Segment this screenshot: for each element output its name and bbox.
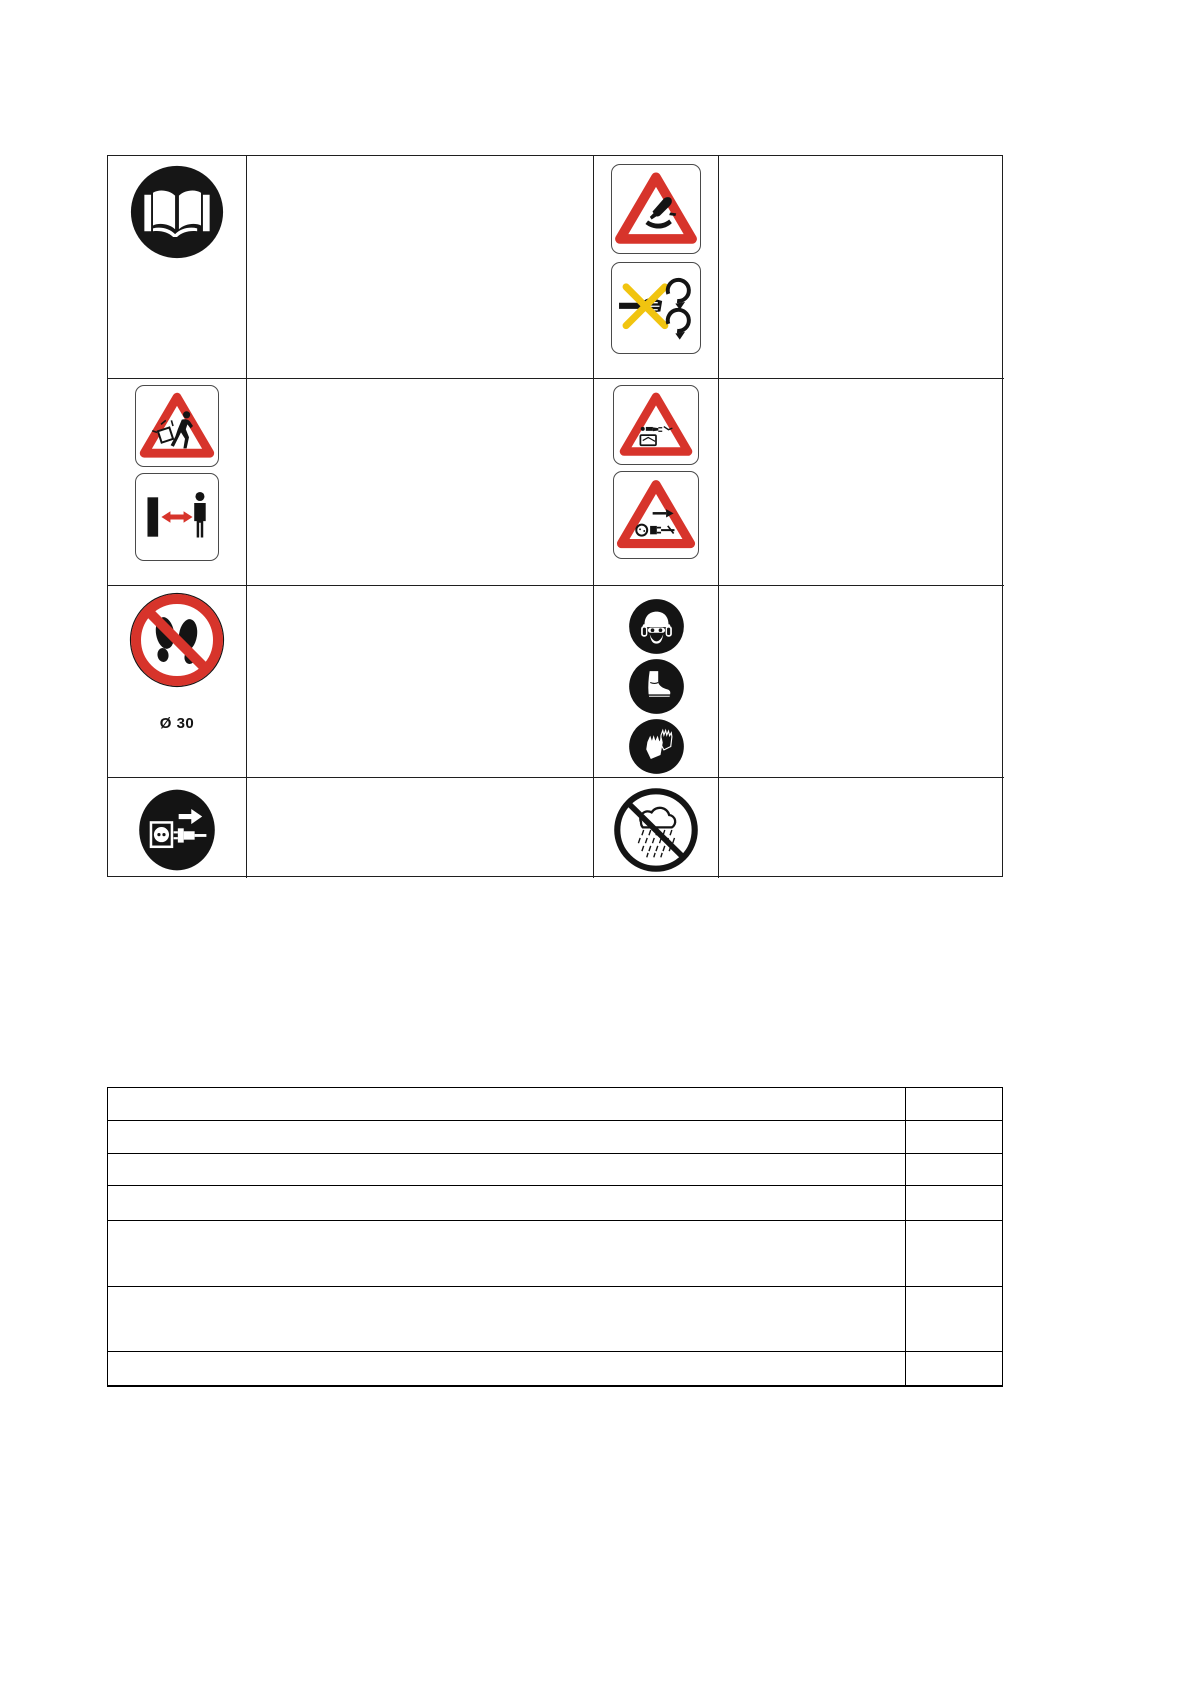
table-row	[108, 1352, 1002, 1385]
symbol-cell-r3-right	[594, 586, 719, 778]
symbol-desc-r2-right	[719, 379, 1004, 586]
wear-safety-boots-icon	[628, 658, 685, 715]
spec-label-cell	[108, 1121, 906, 1153]
spec-value-cell	[906, 1287, 1002, 1351]
spec-value-cell	[906, 1186, 1002, 1220]
symbol-cell-r4-right	[594, 778, 719, 878]
symbol-cell-r2-left	[108, 379, 247, 586]
spec-value-cell	[906, 1088, 1002, 1120]
symbol-desc-r3-right	[719, 586, 1004, 778]
safety-symbols-table	[107, 155, 1003, 877]
keep-bystanders-away-icon	[135, 473, 219, 561]
table-row	[108, 1121, 1002, 1154]
table-row	[108, 1088, 1002, 1121]
disconnect-before-maintenance-warning-icon	[613, 471, 699, 559]
spec-label-cell	[108, 1221, 906, 1286]
symbol-cell-r1-left	[108, 156, 247, 379]
spec-value-cell	[906, 1352, 1002, 1385]
wear-eye-ear-protection-icon	[628, 598, 685, 655]
do-not-expose-to-rain-icon	[612, 786, 700, 874]
symbol-desc-r3-left	[247, 586, 594, 778]
thrown-objects-warning-icon	[135, 385, 219, 467]
no-touch-rotating-parts-icon	[611, 262, 701, 354]
spec-label-cell	[108, 1186, 906, 1220]
do-not-step-prohibition-icon	[126, 590, 228, 690]
symbol-desc-r1-right	[719, 156, 1004, 379]
spec-value-cell	[906, 1221, 1002, 1286]
cut-hazard-warning-icon	[611, 164, 701, 254]
spec-value-cell	[906, 1121, 1002, 1153]
symbol-cell-r3-left	[108, 586, 247, 778]
table-row	[108, 1287, 1002, 1352]
spec-label-cell	[108, 1352, 906, 1385]
table-row	[108, 1186, 1002, 1221]
symbol-desc-r1-left	[247, 156, 594, 379]
symbol-cell-r4-left	[108, 778, 247, 878]
symbol-desc-r4-right	[719, 778, 1004, 878]
symbol-desc-r2-left	[247, 379, 594, 586]
spec-label-cell	[108, 1154, 906, 1185]
symbol-cell-r2-right	[594, 379, 719, 586]
wear-protective-gloves-icon	[628, 718, 685, 775]
table-row	[108, 1154, 1002, 1186]
max-branch-diameter-label: Ø 30	[159, 715, 195, 732]
spec-value-cell	[906, 1154, 1002, 1185]
symbol-desc-r4-left	[247, 778, 594, 878]
symbol-cell-r1-right	[594, 156, 719, 379]
spec-label-cell	[108, 1088, 906, 1120]
table-row	[108, 1221, 1002, 1287]
disconnect-mains-plug-icon	[135, 788, 219, 872]
spec-table	[107, 1087, 1003, 1387]
spec-label-cell	[108, 1287, 906, 1351]
read-operators-manual-icon	[129, 164, 225, 260]
switch-off-read-manual-warning-icon	[613, 385, 699, 465]
